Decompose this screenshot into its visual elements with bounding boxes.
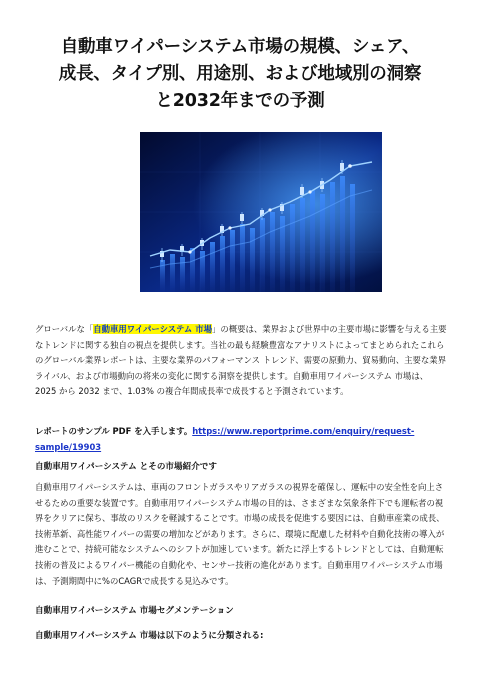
intro-body: 」の概要は、業界および世界中の主要市場に影響を与える主要なトレンドに関する独自の視点を提供します。当社の最も経験豊富なアナリストによってまとめられたこれらのグローバル業界レポートは、主要な業界のパフォーマンス トレンド、需要の原動力、貿易動向、主要な業界ライバル、および市場動向の将来の変化に関する洞察を提供します。自動車用ワイパーシステム 市場は、2025 から 2032 まで、1.03% の複合年間成長率で成長すると予測されています。 bbox=[35, 324, 447, 397]
section-heading-classification: 自動車用ワイパーシステム 市場は以下のように分類される: bbox=[35, 631, 264, 641]
intro-paragraph bbox=[35, 322, 447, 400]
title-line-1: 自動車ワイパーシステム市場の規模、シェア、 bbox=[60, 37, 420, 57]
sample-request-link[interactable]: https://www.reportprime.com/enquiry/request-sample/19903 bbox=[35, 426, 415, 452]
intro-prefix: グローバルな「 bbox=[35, 324, 94, 334]
title-line-2: 成長、タイプ別、用途別、および地域別の洞察 bbox=[58, 64, 422, 84]
sample-request-line bbox=[35, 424, 447, 455]
market-chart-hero-image bbox=[140, 132, 382, 292]
report-title bbox=[20, 34, 460, 115]
sample-label: レポートのサンプル PDF を入手します。 bbox=[35, 426, 193, 436]
section-heading-segmentation: 自動車用ワイパーシステム 市場セグメンテーション bbox=[35, 606, 234, 616]
market-name-highlight: 自動車用ワイパーシステム 市場 bbox=[93, 324, 212, 334]
section-heading-intro: 自動車用ワイパーシステム とその市場紹介です bbox=[35, 462, 217, 472]
title-line-3: と2032年までの予測 bbox=[155, 91, 325, 111]
market-intro-paragraph: 自動車用ワイパーシステムは、車両のフロントガラスやリアガラスの視界を確保し、運転中の安全性を向上させるための重要な装置です。自動車用ワイパーシステム市場の目的は、さまざまな気象条件下でも運転者の視界をクリアに保ち、事故のリスクを軽減することです。市場の成長を促進する要因には、自動車産業の成長、技術革新、高性能ワイパーの需要の増加などがあります。さらに、環境に配慮した材料や自動化技術の導入が進むことで、持続可能なシステムへのシフトが加速しています。新たに浮上するトレンドとしては、自動運転技術の普及によるワイパー機能の自動化や、センサー技術の進化があります。自動車用ワイパーシステム市場は、予測期間中に%のCAGRで成長する見込みです。 bbox=[35, 482, 445, 586]
